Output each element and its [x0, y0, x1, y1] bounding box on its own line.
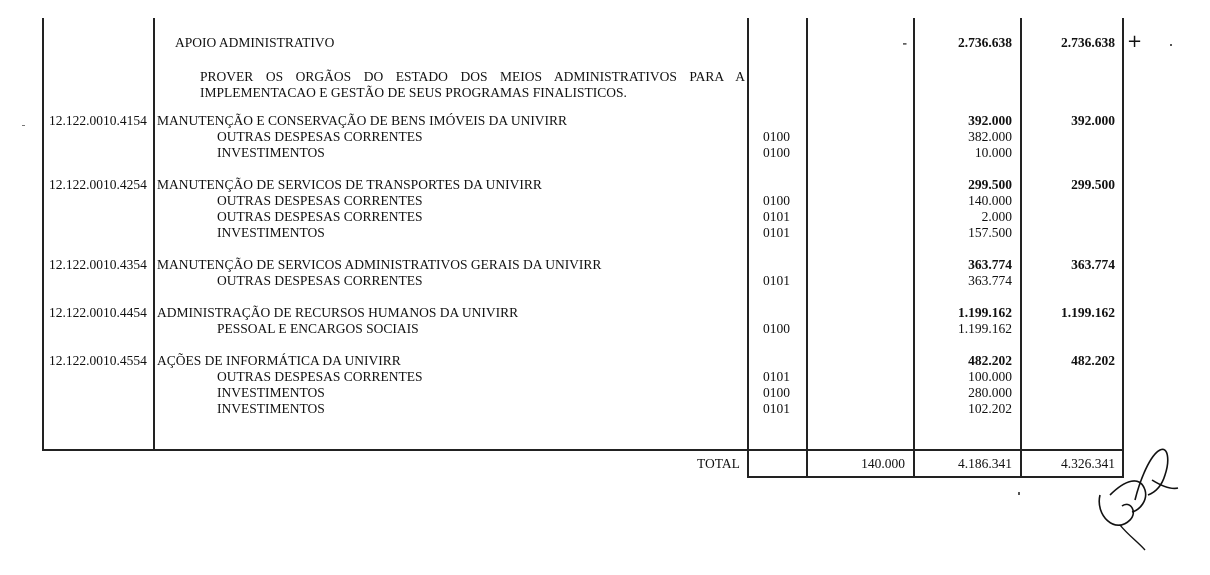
group-code: 12.122.0010.4454	[49, 305, 147, 320]
signature-icon	[1090, 440, 1200, 560]
group-total: 1.199.162	[1061, 305, 1115, 320]
item-value: 140.000	[968, 193, 1012, 208]
item-label: OUTRAS DESPESAS CORRENTES	[217, 209, 423, 224]
item-source: 0100	[763, 145, 790, 160]
group-total: 482.202	[1071, 353, 1115, 368]
item-label: OUTRAS DESPESAS CORRENTES	[217, 273, 423, 288]
item-label: OUTRAS DESPESAS CORRENTES	[217, 193, 423, 208]
item-value: 100.000	[968, 369, 1012, 384]
description-line-1: PROVER OS ORGÃOS DO ESTADO DOS MEIOS ADMINISTRATIVOS PARA A	[200, 69, 745, 84]
group-title: AÇÕES DE INFORMÁTICA DA UNIVIRR	[157, 353, 401, 368]
group-code: 12.122.0010.4554	[49, 353, 147, 368]
total-label: TOTAL	[697, 456, 740, 471]
item-value: 1.199.162	[958, 321, 1012, 336]
group-subtotal: 299.500	[968, 177, 1012, 192]
group-code: 12.122.0010.4254	[49, 177, 147, 192]
item-label: INVESTIMENTOS	[217, 145, 325, 160]
rule-left	[42, 18, 44, 450]
scan-speck	[22, 125, 25, 126]
scan-speck	[1018, 492, 1020, 495]
item-source: 0100	[763, 129, 790, 144]
rule-code-col	[153, 18, 155, 450]
section-title: APOIO ADMINISTRATIVO	[175, 35, 335, 50]
group-title: MANUTENÇÃO DE SERVICOS ADMINISTRATIVOS GERAIS DA UNIVIRR	[157, 257, 602, 272]
rule-col4	[1122, 18, 1124, 478]
section-description	[200, 69, 745, 101]
section-col3-value: 2.736.638	[958, 35, 1012, 50]
item-source: 0101	[763, 369, 790, 384]
rule-col2	[913, 18, 915, 478]
description-line-2: IMPLEMENTACAO E GESTÃO DE SEUS PROGRAMAS FINALISTICOS.	[200, 85, 627, 100]
total-col4: 4.326.341	[1061, 456, 1115, 471]
section-col4-value: 2.736.638	[1061, 35, 1115, 50]
item-source: 0101	[763, 209, 790, 224]
rule-col3	[1020, 18, 1022, 478]
group-total: 299.500	[1071, 177, 1115, 192]
group-total: 392.000	[1071, 113, 1115, 128]
item-source: 0101	[763, 401, 790, 416]
total-col3: 4.186.341	[958, 456, 1012, 471]
group-code: 12.122.0010.4154	[49, 113, 147, 128]
rule-desc-col	[747, 18, 749, 478]
item-value: 280.000	[968, 385, 1012, 400]
group-subtotal: 482.202	[968, 353, 1012, 368]
group-code: 12.122.0010.4354	[49, 257, 147, 272]
margin-mark: +	[1127, 31, 1143, 52]
item-source: 0101	[763, 273, 790, 288]
item-label: PESSOAL E ENCARGOS SOCIAIS	[217, 321, 419, 336]
item-value: 10.000	[974, 145, 1012, 160]
item-value: 157.500	[968, 225, 1012, 240]
item-value: 102.202	[968, 401, 1012, 416]
group-title: ADMINISTRAÇÃO DE RECURSOS HUMANOS DA UNIVIRR	[157, 305, 519, 320]
item-source: 0100	[763, 193, 790, 208]
rule-total-top	[42, 449, 1123, 451]
group-title: MANUTENÇÃO E CONSERVAÇÃO DE BENS IMÓVEIS DA UNIVIRR	[157, 113, 568, 128]
total-col2: 140.000	[861, 456, 905, 471]
item-source: 0100	[763, 385, 790, 400]
item-label: INVESTIMENTOS	[217, 225, 325, 240]
item-source: 0100	[763, 321, 790, 336]
scan-speck	[1170, 44, 1172, 46]
group-subtotal: 1.199.162	[958, 305, 1012, 320]
group-subtotal: 392.000	[968, 113, 1012, 128]
group-subtotal: 363.774	[968, 257, 1012, 272]
item-value: 2.000	[981, 209, 1012, 224]
item-value: 363.774	[968, 273, 1012, 288]
group-total: 363.774	[1071, 257, 1115, 272]
item-source: 0101	[763, 225, 790, 240]
section-col2-value: -	[902, 35, 907, 50]
item-label: OUTRAS DESPESAS CORRENTES	[217, 129, 423, 144]
item-label: INVESTIMENTOS	[217, 385, 325, 400]
rule-total-bottom	[747, 476, 1123, 478]
item-value: 382.000	[968, 129, 1012, 144]
item-label: INVESTIMENTOS	[217, 401, 325, 416]
rule-source-col	[806, 18, 808, 478]
item-label: OUTRAS DESPESAS CORRENTES	[217, 369, 423, 384]
group-title: MANUTENÇÃO DE SERVICOS DE TRANSPORTES DA UNIVIRR	[157, 177, 542, 192]
